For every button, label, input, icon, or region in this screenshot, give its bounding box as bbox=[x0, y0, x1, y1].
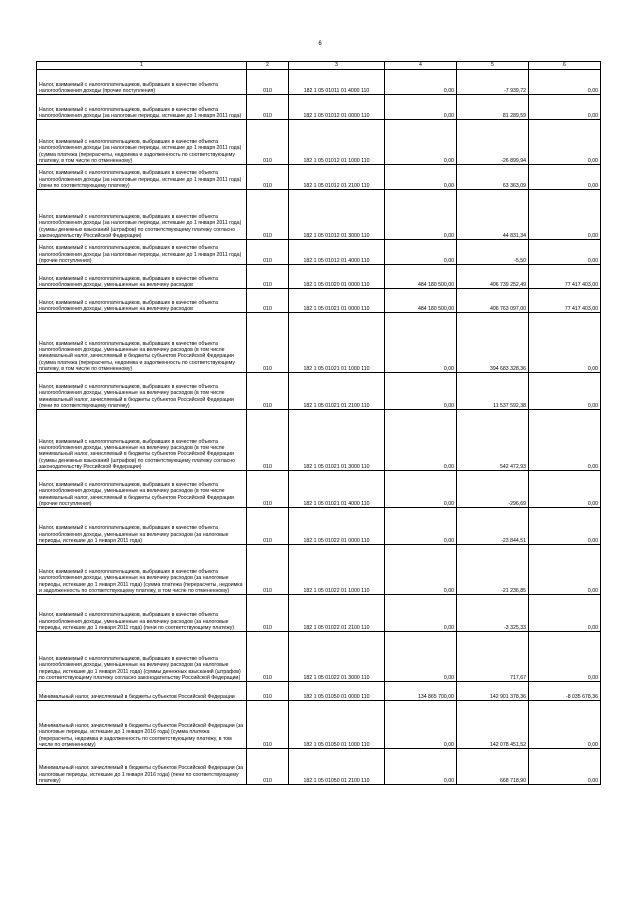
table-row bbox=[37, 70, 601, 95]
unexecuted-amount: 0,00 bbox=[529, 190, 601, 240]
executed-amount: 142 901 378,36 bbox=[457, 682, 529, 701]
unexecuted-amount: 0,00 bbox=[529, 95, 601, 120]
budget-classification-code: 182 1 05 01021 01 4000 110 bbox=[289, 471, 385, 508]
unexecuted-amount: 0,00 bbox=[529, 701, 601, 749]
budget-classification-code: 182 1 05 01050 01 2100 110 bbox=[289, 749, 385, 785]
unexecuted-amount: 0,00 bbox=[529, 313, 601, 373]
row-code: 010 bbox=[247, 701, 289, 749]
executed-amount: 44 831,34 bbox=[457, 190, 529, 240]
approved-amount: 0,00 bbox=[385, 595, 457, 632]
executed-amount: -7 939,72 bbox=[457, 70, 529, 95]
row-code: 010 bbox=[247, 545, 289, 595]
row-code: 010 bbox=[247, 265, 289, 289]
approved-amount: 0,00 bbox=[385, 545, 457, 595]
approved-amount: 0,00 bbox=[385, 190, 457, 240]
table-row bbox=[37, 410, 601, 471]
row-code: 010 bbox=[247, 240, 289, 265]
table-row bbox=[37, 595, 601, 632]
executed-amount: 668 718,90 bbox=[457, 749, 529, 785]
budget-classification-code: 182 1 05 01022 01 0000 110 bbox=[289, 508, 385, 545]
budget-classification-code: 182 1 05 01012 01 1000 110 bbox=[289, 120, 385, 165]
column-header: 5 bbox=[457, 62, 529, 70]
approved-amount: 0,00 bbox=[385, 313, 457, 373]
budget-classification-code: 182 1 05 01012 01 2100 110 bbox=[289, 165, 385, 190]
table-row bbox=[37, 289, 601, 313]
table-row bbox=[37, 95, 601, 120]
approved-amount: 0,00 bbox=[385, 95, 457, 120]
unexecuted-amount: 0,00 bbox=[529, 120, 601, 165]
row-description: Налог, взимаемый с налогоплательщиков, выбравших в качестве объекта налогообложения доходы, уменьшенные на величину расходов bbox=[37, 265, 247, 289]
approved-amount: 0,00 bbox=[385, 120, 457, 165]
approved-amount: 0,00 bbox=[385, 749, 457, 785]
row-description: Налог, взимаемый с налогоплательщиков, выбравших в качестве объекта налогообложения доходы, уменьшенные на величину расходов (в том числе минимальный налог, зачисляемый в бюджеты субъектов Российской Федерации (суммы денежных взысканий (штрафов) по соответствующему платежу согласно законодательству Российской Федерации) bbox=[37, 410, 247, 471]
row-description: Минимальный налог, зачисляемый в бюджеты субъектов Российской Федерации bbox=[37, 682, 247, 701]
unexecuted-amount: 0,00 bbox=[529, 595, 601, 632]
executed-amount: 406 763 097,00 bbox=[457, 289, 529, 313]
executed-amount: 63 363,09 bbox=[457, 165, 529, 190]
budget-classification-code: 182 1 05 01022 01 1000 110 bbox=[289, 545, 385, 595]
row-description: Налог, взимаемый с налогоплательщиков, выбравших в качестве объекта налогообложения доходы (за налоговые периоды, истекшие до 1 января 2011 года) (сумма платежа (перерасчеты, недоимка и задолженность по соответствующему платежу, в том числе по отмененному) bbox=[37, 120, 247, 165]
approved-amount: 0,00 bbox=[385, 165, 457, 190]
approved-amount: 0,00 bbox=[385, 508, 457, 545]
unexecuted-amount: 0,00 bbox=[529, 508, 601, 545]
unexecuted-amount: 0,00 bbox=[529, 749, 601, 785]
unexecuted-amount: -8 035 678,36 bbox=[529, 682, 601, 701]
table-row bbox=[37, 120, 601, 165]
table-row bbox=[37, 701, 601, 749]
executed-amount: 717,67 bbox=[457, 632, 529, 682]
row-description: Налог, взимаемый с налогоплательщиков, выбравших в качестве объекта налогообложения доходы (за налоговые периоды, истекшие до 1 января 2011 года) (прочие поступления) bbox=[37, 240, 247, 265]
budget-classification-code: 182 1 05 01021 01 0000 110 bbox=[289, 289, 385, 313]
executed-amount: -21 236,85 bbox=[457, 545, 529, 595]
executed-amount: 394 683 328,36 bbox=[457, 313, 529, 373]
column-number-header bbox=[37, 62, 601, 70]
row-description: Налог, взимаемый с налогоплательщиков, выбравших в качестве объекта налогообложения доходы, уменьшенные на величину расходов (за налоговые периоды, истекшие до 1 января 2011 года) (суммы денежных взысканий (штрафов) по соответствующему платежу согласно законодательству Российской Федерации) bbox=[37, 632, 247, 682]
budget-classification-code: 182 1 05 01011 01 4000 110 bbox=[289, 70, 385, 95]
budget-classification-code: 182 1 05 01022 01 2100 110 bbox=[289, 595, 385, 632]
table-row bbox=[37, 240, 601, 265]
column-header: 3 bbox=[289, 62, 385, 70]
unexecuted-amount: 0,00 bbox=[529, 240, 601, 265]
budget-classification-code: 182 1 05 01012 01 3000 110 bbox=[289, 190, 385, 240]
budget-classification-code: 182 1 05 01021 01 2100 110 bbox=[289, 373, 385, 410]
unexecuted-amount: 0,00 bbox=[529, 70, 601, 95]
budget-classification-code: 182 1 05 01020 01 0000 110 bbox=[289, 265, 385, 289]
unexecuted-amount: 0,00 bbox=[529, 373, 601, 410]
budget-classification-code: 182 1 05 01012 01 0000 110 bbox=[289, 95, 385, 120]
unexecuted-amount: 0,00 bbox=[529, 165, 601, 190]
budget-classification-code: 182 1 05 01012 01 4000 110 bbox=[289, 240, 385, 265]
row-code: 010 bbox=[247, 289, 289, 313]
budget-classification-code: 182 1 05 01050 01 0000 110 bbox=[289, 682, 385, 701]
executed-amount: 11 537 592,38 bbox=[457, 373, 529, 410]
row-description: Налог, взимаемый с налогоплательщиков, выбравших в качестве объекта налогообложения доходы (прочие поступления) bbox=[37, 70, 247, 95]
unexecuted-amount: 0,00 bbox=[529, 632, 601, 682]
approved-amount: 0,00 bbox=[385, 373, 457, 410]
approved-amount: 0,00 bbox=[385, 410, 457, 471]
row-code: 010 bbox=[247, 508, 289, 545]
budget-classification-code: 182 1 05 01022 01 3000 110 bbox=[289, 632, 385, 682]
unexecuted-amount: 77 417 403,00 bbox=[529, 289, 601, 313]
executed-amount: 406 739 252,49 bbox=[457, 265, 529, 289]
table-row bbox=[37, 471, 601, 508]
row-code: 010 bbox=[247, 749, 289, 785]
approved-amount: 0,00 bbox=[385, 471, 457, 508]
table-row bbox=[37, 508, 601, 545]
row-description: Налог, взимаемый с налогоплательщиков, выбравших в качестве объекта налогообложения доходы (за налоговые периоды, истекшие до 1 января 2011 года) (суммы денежных взысканий (штрафов) по соответствующему платежу согласно законодательству Российской Федерации) bbox=[37, 190, 247, 240]
unexecuted-amount: 0,00 bbox=[529, 410, 601, 471]
column-header: 4 bbox=[385, 62, 457, 70]
executed-amount: 142 078 451,52 bbox=[457, 701, 529, 749]
unexecuted-amount: 0,00 bbox=[529, 545, 601, 595]
executed-amount: -5,50 bbox=[457, 240, 529, 265]
table-row bbox=[37, 682, 601, 701]
table-row bbox=[37, 165, 601, 190]
row-description: Минимальный налог, зачисляемый в бюджеты субъектов Российской Федерации (за налоговые периоды, истекшие до 1 января 2016 года) (сумма платежа (перерасчеты, недоимка и задолженность по соответствующему платежу, в том числе по отмененному) bbox=[37, 701, 247, 749]
table-row bbox=[37, 190, 601, 240]
approved-amount: 484 180 500,00 bbox=[385, 289, 457, 313]
unexecuted-amount: 0,00 bbox=[529, 471, 601, 508]
row-description: Налог, взимаемый с налогоплательщиков, выбравших в качестве объекта налогообложения доходы, уменьшенные на величину расходов (в том числе минимальный налог, зачисляемый в бюджеты субъектов Российской Федерации (сумма платежа (перерасчеты, недоимка и задолженность по соответствующему платежу, в том числе по отмененному) bbox=[37, 313, 247, 373]
row-description: Налог, взимаемый с налогоплательщиков, выбравших в качестве объекта налогообложения доходы (за налоговые периоды, истекшие до 1 января 2011 года) bbox=[37, 95, 247, 120]
table-row bbox=[37, 373, 601, 410]
table-row bbox=[37, 749, 601, 785]
page-number: 6 bbox=[318, 41, 322, 47]
row-description: Налог, взимаемый с налогоплательщиков, выбравших в качестве объекта налогообложения доходы, уменьшенные на величину расходов (за налоговые периоды, истекшие до 1 января 2011 года) (пени по соответствующему платежу) bbox=[37, 595, 247, 632]
row-code: 010 bbox=[247, 165, 289, 190]
approved-amount: 484 180 500,00 bbox=[385, 265, 457, 289]
approved-amount: 0,00 bbox=[385, 701, 457, 749]
row-description: Налог, взимаемый с налогоплательщиков, выбравших в качестве объекта налогообложения доходы, уменьшенные на величину расходов bbox=[37, 289, 247, 313]
column-header: 2 bbox=[247, 62, 289, 70]
row-description: Налог, взимаемый с налогоплательщиков, выбравших в качестве объекта налогообложения доходы, уменьшенные на величину расходов (в том числе минимальный налог, зачисляемый в бюджеты субъектов Российской Федерации (пени по соответствующему платежу) bbox=[37, 373, 247, 410]
row-code: 010 bbox=[247, 70, 289, 95]
budget-classification-code: 182 1 05 01050 01 1000 110 bbox=[289, 701, 385, 749]
executed-amount: -26 899,94 bbox=[457, 120, 529, 165]
row-description: Налог, взимаемый с налогоплательщиков, выбравших в качестве объекта налогообложения доходы (за налоговые периоды, истекшие до 1 января 2011 года) (пени по соответствующему платежу) bbox=[37, 165, 247, 190]
approved-amount: 0,00 bbox=[385, 632, 457, 682]
row-code: 010 bbox=[247, 95, 289, 120]
column-header: 6 bbox=[529, 62, 601, 70]
executed-amount: -23 844,51 bbox=[457, 508, 529, 545]
row-description: Налог, взимаемый с налогоплательщиков, выбравших в качестве объекта налогообложения доходы, уменьшенные на величину расходов (в том числе минимальный налог, зачисляемый в бюджеты субъектов Российской Федерации (прочие поступления) bbox=[37, 471, 247, 508]
row-code: 010 bbox=[247, 471, 289, 508]
row-code: 010 bbox=[247, 190, 289, 240]
row-description: Налог, взимаемый с налогоплательщиков, выбравших в качестве объекта налогообложения доходы, уменьшенные на величину расходов (за налоговые периоды, истекшие до 1 января 2011 года) (сумма платежа (перерасчеты, недоимка и задолженность по соответствующему платежу, в том числе по отмененному) bbox=[37, 545, 247, 595]
row-code: 010 bbox=[247, 595, 289, 632]
table-row bbox=[37, 313, 601, 373]
column-header: 1 bbox=[37, 62, 247, 70]
approved-amount: 134 865 700,00 bbox=[385, 682, 457, 701]
budget-report-table bbox=[36, 61, 601, 785]
row-code: 010 bbox=[247, 373, 289, 410]
executed-amount: 542 472,93 bbox=[457, 410, 529, 471]
table-row bbox=[37, 632, 601, 682]
executed-amount: -296,69 bbox=[457, 471, 529, 508]
unexecuted-amount: 77 417 403,00 bbox=[529, 265, 601, 289]
executed-amount: 81 289,59 bbox=[457, 95, 529, 120]
row-code: 010 bbox=[247, 410, 289, 471]
row-description: Налог, взимаемый с налогоплательщиков, выбравших в качестве объекта налогообложения доходы, уменьшенные на величину расходов (за налоговые периоды, истекшие до 1 января 2011 года) bbox=[37, 508, 247, 545]
row-code: 010 bbox=[247, 632, 289, 682]
budget-classification-code: 182 1 05 01021 01 3000 110 bbox=[289, 410, 385, 471]
table-row bbox=[37, 265, 601, 289]
budget-classification-code: 182 1 05 01021 01 1000 110 bbox=[289, 313, 385, 373]
row-code: 010 bbox=[247, 313, 289, 373]
row-code: 010 bbox=[247, 682, 289, 701]
executed-amount: -3 325,33 bbox=[457, 595, 529, 632]
approved-amount: 0,00 bbox=[385, 240, 457, 265]
approved-amount: 0,00 bbox=[385, 70, 457, 95]
row-description: Минимальный налог, зачисляемый в бюджеты субъектов Российской Федерации (за налоговые периоды, истекшие до 1 января 2016 года) (пени по соответствующему платежу) bbox=[37, 749, 247, 785]
table-row bbox=[37, 545, 601, 595]
row-code: 010 bbox=[247, 120, 289, 165]
